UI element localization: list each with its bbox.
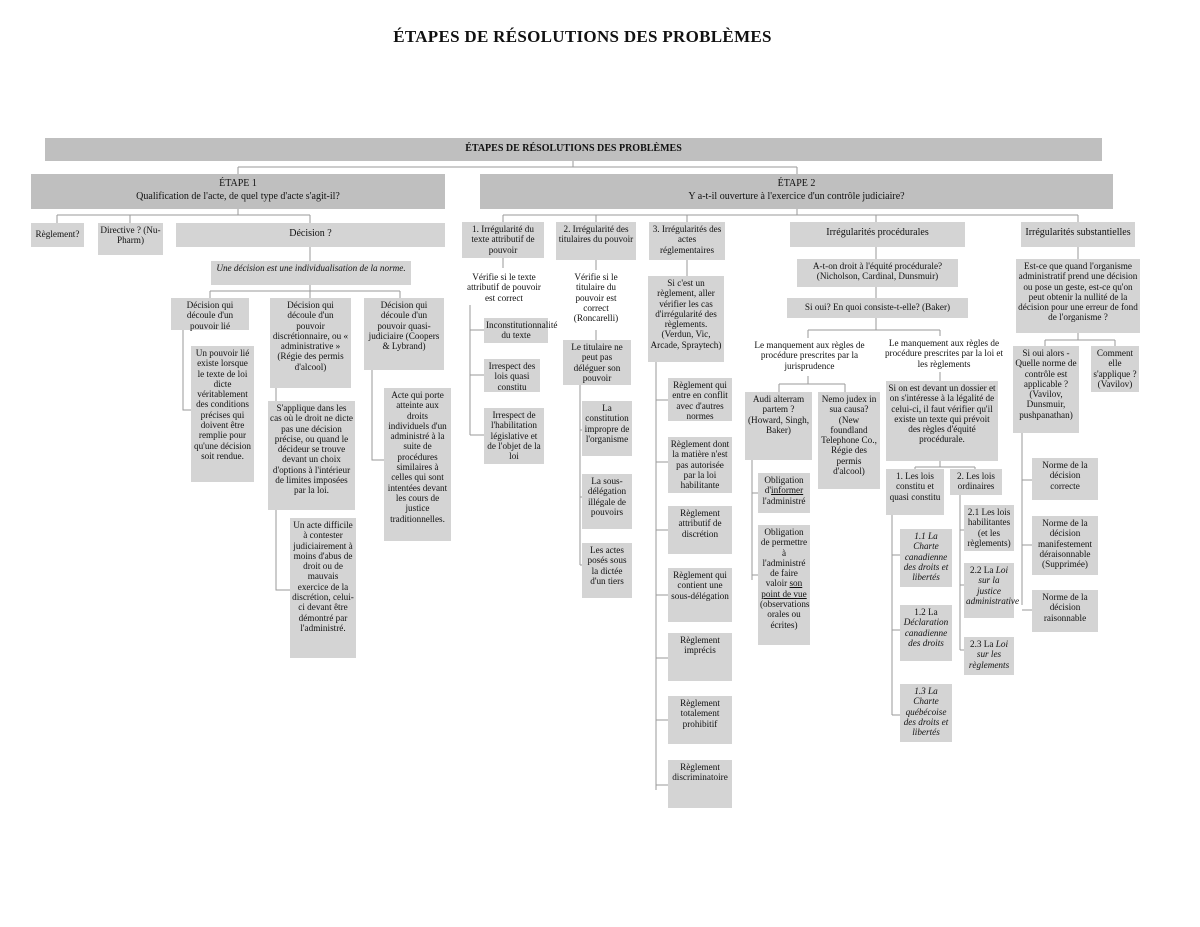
decision-box: Décision ? (176, 223, 445, 247)
etape1-box (31, 174, 445, 209)
directive-box: Directive ? (Nu-Pharm) (98, 223, 163, 255)
obligation-informer-underlined: informer (771, 485, 804, 496)
col1-item-3: Irrespect de l'habilitation législative et de l'objet de la loi (484, 408, 544, 464)
col1-item-2: Irrespect des lois quasi constitu (484, 359, 540, 392)
col2-item-1: La constitution impropre de l'organisme (582, 401, 632, 456)
irregularite-texte-box: 1. Irrégularité du texte attributif de pouvoir (462, 222, 544, 258)
irregularite-reglementaires-intro: Si c'est un règlement, aller vérifier les cas d'irrégularité des règlements. (Verdun, Vic, Arcade, Spraytech) (648, 276, 724, 362)
page-title: ÉTAPES DE RÉSOLUTIONS DES PROBLÈMES (393, 27, 772, 46)
loi-reglements-desc: Si on est devant un dossier et on s'intéresse à la légalité de celui-ci, il faut vérifier qu'il existe un texte qui prévoit des règles d'équité procédurale. (886, 381, 998, 461)
titulaire-deleguer-box: Le titulaire ne peut pas déléguer son pouvoir (563, 340, 631, 385)
norme-controle-question: Si oui alors - Quelle norme de contrôle est applicable ? (Vavilov, Dunsmuir, pushpanathan) (1013, 346, 1079, 433)
pouvoir-quasi-judiciaire-desc: Acte qui porte atteinte aux droits individuels d'un administré à la suite de procédures similaires à celles qui sont intentées devant les cours de justice traditionnelles. (384, 388, 451, 541)
col3-item-6: Règlement totalement prohibitif (668, 696, 732, 744)
loi-justice-administrative-title: Loi sur la justice administrative (966, 565, 1020, 606)
etape1-subtitle: Qualification de l'acte, de quel type d'acte s'agit-il? (136, 190, 340, 202)
equite-procedurale-question: A-t-on droit à l'équité procédurale? (Nicholson, Cardinal, Dunsmuir) (797, 259, 958, 287)
baker-question: Si oui? En quoi consiste-t-elle? (Baker) (787, 298, 968, 318)
norme-correcte-box: Norme de la décision correcte (1032, 458, 1098, 500)
charte-canadienne-box: 1.1 La Charte canadienne des droits et libertés (900, 529, 952, 587)
obligation-point-de-vue-post: (observations orales ou écrites) (760, 599, 810, 630)
declaration-canadienne-pre: 1.2 La (914, 607, 938, 617)
irregularites-substantielles-box: Irrégularités substantielles (1021, 222, 1135, 247)
irregularites-procedurales-box: Irrégularités procédurales (790, 222, 965, 247)
charte-quebecoise-box: 1.3 La Charte québécoise des droits et libertés (900, 684, 952, 742)
irregularite-titulaires-intro: Vérifie si le titulaire du pouvoir est correct (Roncarelli) (573, 272, 619, 324)
obligation-point-de-vue-pre: Obligation de permettre à l'administré de faire valoir (760, 527, 808, 589)
declaration-canadienne-box (900, 605, 952, 661)
audi-alterram-box: Audi alterram partem ? (Howard, Singh, Baker) (745, 392, 812, 460)
etape2-subtitle: Y a-t-il ouverture à l'exercice d'un contrôle judiciaire? (688, 190, 905, 202)
norme-raisonnable-box: Norme de la décision raisonnable (1032, 590, 1098, 632)
jurisprudence-box: Le manquement aux règles de procédure prescrites par la jurisprudence (754, 340, 865, 371)
col3-item-1: Règlement qui entre en conflit avec d'autres normes (668, 378, 732, 421)
etape2-box (480, 174, 1113, 209)
etape1-title: ÉTAPE 1 (219, 178, 257, 189)
pouvoir-discretionnaire-desc1: S'applique dans les cas où le droit ne dicte pas une décision précise, ou quand le décideur se trouve devant un choix d'options à l'intérieur de limites imposées par la loi. (268, 401, 355, 510)
pouvoir-lie-box: Décision qui découle d'un pouvoir lié (171, 298, 249, 330)
nemo-judex-box: Nemo judex in sua causa? (New foundland Telephone Co., Régie des permis d'alcool) (818, 392, 880, 489)
pouvoir-discretionnaire-desc2: Un acte difficile à contester judiciairement à moins d'abus de droit ou de mauvais exercice de la discrétion, celui-ci devant être démontré par l'administré. (290, 518, 356, 658)
loi-reglements-item-title: Loi sur les règlements (968, 639, 1010, 670)
etape2-title: ÉTAPE 2 (777, 178, 816, 189)
obligation-point-de-vue-underlined: son point de vue (761, 578, 807, 599)
pouvoir-lie-desc: Un pouvoir lié existe lorsque le texte de loi dicte véritablement des conditions précises qui doivent être remplie pour qu'une décision soit rendue. (191, 346, 254, 482)
obligation-informer-pre: Obligation d' (764, 475, 804, 496)
decision-definition: Une décision est une individualisation de la norme. (211, 261, 411, 285)
lois-habilitantes-box: 2.1 Les lois habilitantes (et les règlements) (964, 505, 1014, 551)
lois-constitu-box: 1. Les lois constitu et quasi constitu (886, 469, 944, 515)
declaration-canadienne-title: Déclaration canadienne des droits (903, 617, 949, 648)
col2-item-3: Les actes posés sous la dictée d'un tiers (582, 543, 632, 598)
norme-deraisonnable-box: Norme de la décision manifestement déraisonnable (Supprimée) (1032, 516, 1098, 575)
obligation-informer-box (758, 473, 810, 513)
col3-item-4: Règlement qui contient une sous-délégation (668, 568, 732, 622)
root-box: ÉTAPES DE RÉSOLUTIONS DES PROBLÈMES (45, 138, 1102, 161)
irregularite-texte-intro: Vérifie si le texte attributif de pouvoir est correct (467, 272, 541, 303)
col3-item-5: Règlement imprécis (668, 633, 732, 681)
pouvoir-quasi-judiciaire-box: Décision qui découle d'un pouvoir quasi-judiciaire (Coopers & Lybrand) (364, 298, 444, 370)
comment-applique-question: Comment elle s'applique ? (Vavilov) (1091, 346, 1139, 392)
col3-item-7: Règlement discriminatoire (668, 760, 732, 808)
erreur-fond-question: Est-ce que quand l'organisme administratif prend une décision ou pose un geste, est-ce qu'on peut obtenir la nullité de la décision pour une erreur de fond de l'organisme ? (1016, 259, 1140, 333)
col2-item-2: La sous-délégation illégale de pouvoirs (582, 474, 632, 529)
col3-item-2: Règlement dont la matière n'est pas autorisée par la loi habilitante (668, 437, 732, 493)
irregularite-reglementaires-box: 3. Irrégularités des actes réglementaires (649, 222, 725, 260)
loi-justice-administrative-box (964, 563, 1020, 618)
loi-reglements-item-box (964, 637, 1014, 675)
irregularite-titulaires-box: 2. Irrégularité des titulaires du pouvoir (556, 222, 636, 260)
loi-reglements-item-pre: 2.3 La (969, 639, 996, 649)
pouvoir-discretionnaire-box: Décision qui découle d'un pouvoir discrétionnaire, ou « administrative » (Régie des permis d'alcool) (270, 298, 351, 388)
lois-ordinaires-box: 2. Les lois ordinaires (950, 469, 1002, 495)
obligation-informer-post: l'administré (762, 495, 806, 506)
loi-justice-administrative-pre: 2.2 La (969, 565, 996, 575)
col3-item-3: Règlement attributif de discrétion (668, 506, 732, 554)
reglement-box: Règlement? (31, 223, 84, 247)
obligation-point-de-vue-box (758, 525, 810, 645)
loi-reglements-box: Le manquement aux règles de procédure prescrites par la loi et les règlements (884, 338, 1004, 369)
col1-item-1: Inconstitutionnalité du texte (484, 318, 548, 343)
